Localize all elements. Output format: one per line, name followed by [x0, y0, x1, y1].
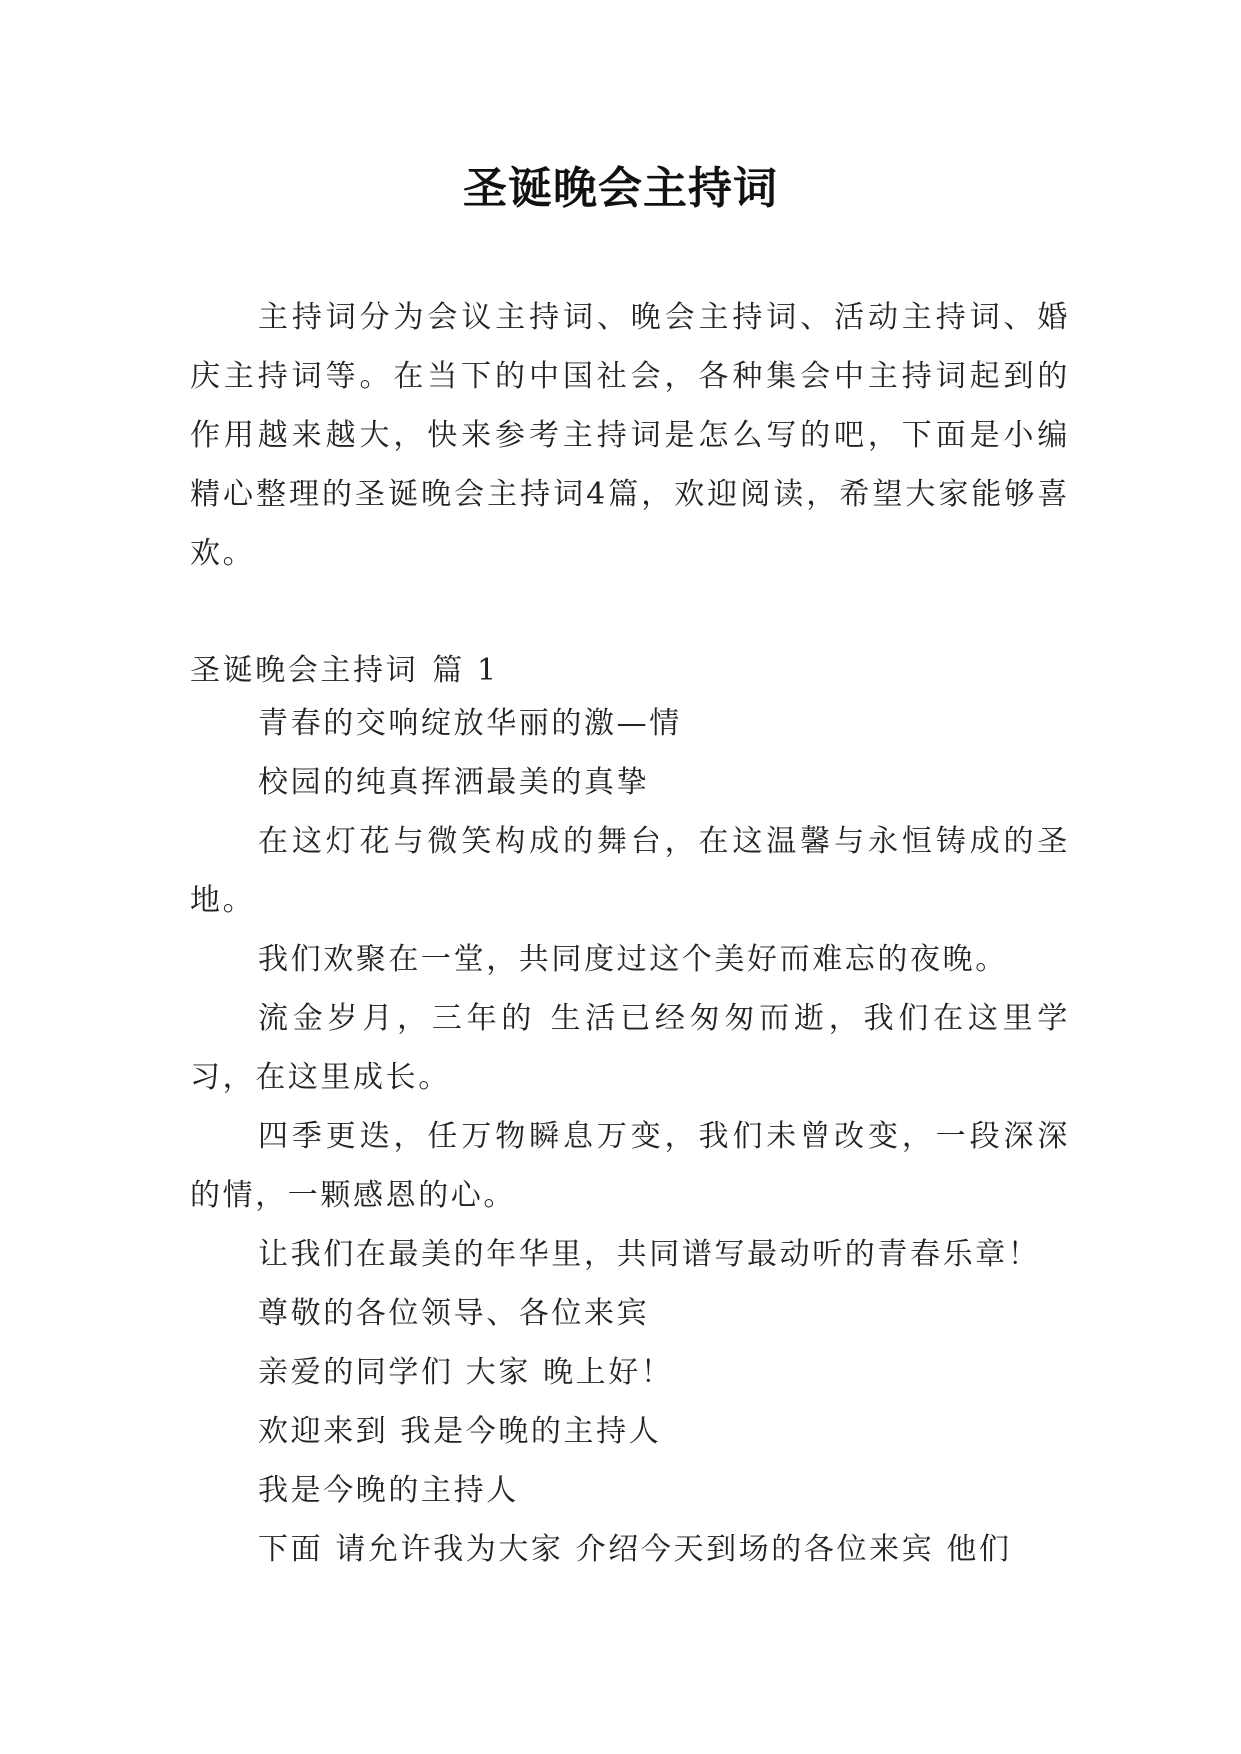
body-line: 青春的交响绽放华丽的激—情	[258, 706, 682, 741]
section-heading	[190, 641, 499, 700]
body-line: 下面 请允许我为大家 介绍今天到场的各位来宾 他们	[258, 1532, 1012, 1567]
section-heading-number: 篇 1	[432, 653, 499, 688]
body-line: 校园的纯真挥洒最美的真挚	[258, 765, 650, 800]
section-body	[190, 694, 1070, 1579]
body-line: 让我们在最美的年华里，共同谱写最动听的青春乐章！	[258, 1237, 1041, 1272]
body-line: 四季更迭，任万物瞬息万变，我们未曾改变，一段深深的情，一颗感恩的心。	[190, 1119, 1070, 1213]
intro-paragraph: 主持词分为会议主持词、晚会主持词、活动主持词、婚庆主持词等。在当下的中国社会，各种集会中主持词起到的作用越来越大，快来参考主持词是怎么写的吧，下面是小编精心整理的圣诞晚会主持词4篇，欢迎阅读，希望大家能够喜欢。	[190, 300, 1070, 571]
body-line: 欢迎来到 我是今晚的主持人	[258, 1414, 662, 1449]
body-line: 在这灯花与微笑构成的舞台，在这温馨与永恒铸成的圣地。	[190, 824, 1070, 918]
body-line: 流金岁月，三年的 生活已经匆匆而逝，我们在这里学习，在这里成长。	[190, 1001, 1070, 1095]
body-line: 我是今晚的主持人	[258, 1473, 519, 1508]
body-line: 我们欢聚在一堂，共同度过这个美好而难忘的夜晚。	[258, 942, 1008, 977]
document-title: 圣诞晚会主持词	[463, 163, 778, 214]
section-heading-title: 圣诞晚会主持词	[190, 653, 419, 688]
body-line: 亲爱的同学们 大家 晚上好！	[258, 1355, 674, 1390]
body-line: 尊敬的各位领导、各位来宾	[258, 1296, 650, 1331]
